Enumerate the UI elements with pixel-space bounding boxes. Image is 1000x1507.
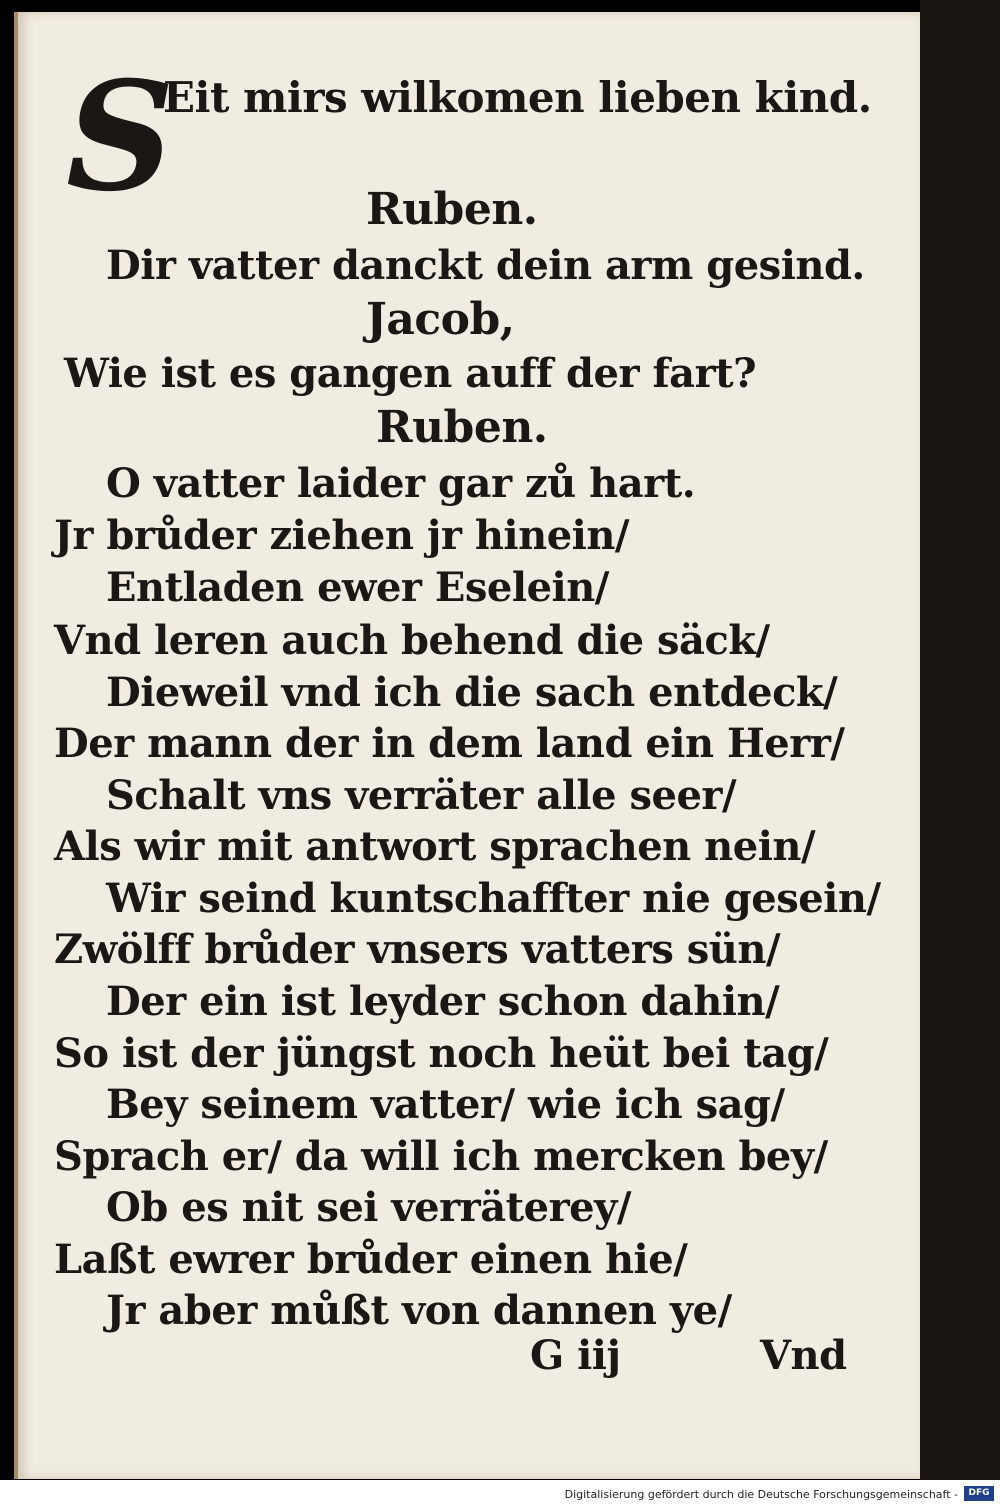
text-line: Ob es nit sei verräterey/	[106, 1184, 631, 1231]
text-line: Jr brůder ziehen jr hinein/	[54, 512, 630, 559]
catchword: Vnd	[760, 1332, 847, 1379]
text-line-1: Eit mirs wilkomen lieben kind.	[163, 73, 872, 122]
right-page-edge	[920, 0, 1000, 1480]
text-line: O vatter laider gar zů hart.	[106, 460, 696, 507]
text-line: Dir vatter danckt dein arm gesind.	[106, 242, 865, 289]
text-line: So ist der jüngst noch heüt bei tag/	[54, 1030, 829, 1077]
text-line: Laßt ewrer brůder einen hie/	[54, 1236, 688, 1283]
dfg-logo-icon: DFG	[964, 1486, 994, 1501]
text-line: Vnd leren auch behend die säck/	[54, 617, 770, 664]
footer-bar	[0, 1480, 1000, 1507]
text-line: Jr aber můßt von dannen ye/	[106, 1287, 732, 1334]
text-line: Wir seind kuntschaffter nie gesein/	[106, 875, 881, 922]
speaker-heading: Ruben.	[376, 402, 548, 453]
text-line: Entladen ewer Eselein/	[106, 564, 609, 611]
text-line: Wie ist es gangen auff der fart?	[64, 350, 757, 397]
text-line: Sprach er/ da will ich mercken bey/	[54, 1133, 828, 1180]
text-line: Dieweil vnd ich die sach entdeck/	[106, 669, 838, 716]
speaker-heading: Ruben.	[366, 184, 538, 235]
decorated-initial: S	[66, 49, 175, 225]
text-line: Zwölff brůder vnsers vatters sün/	[54, 926, 781, 973]
text-line: Der mann der in dem land ein Herr/	[54, 720, 845, 767]
signature-mark: G iij	[530, 1332, 621, 1379]
book-page	[14, 12, 920, 1479]
text-line: Der ein ist leyder schon dahin/	[106, 978, 780, 1025]
text-line: Als wir mit antwort sprachen nein/	[54, 823, 816, 870]
text-line: Bey seinem vatter/ wie ich sag/	[106, 1081, 785, 1128]
funding-notice: Digitalisierung gefördert durch die Deutsche Forschungsgemeinschaft -	[564, 1488, 958, 1501]
text-line: Schalt vns verräter alle seer/	[106, 772, 737, 819]
speaker-heading: Jacob,	[366, 294, 515, 345]
